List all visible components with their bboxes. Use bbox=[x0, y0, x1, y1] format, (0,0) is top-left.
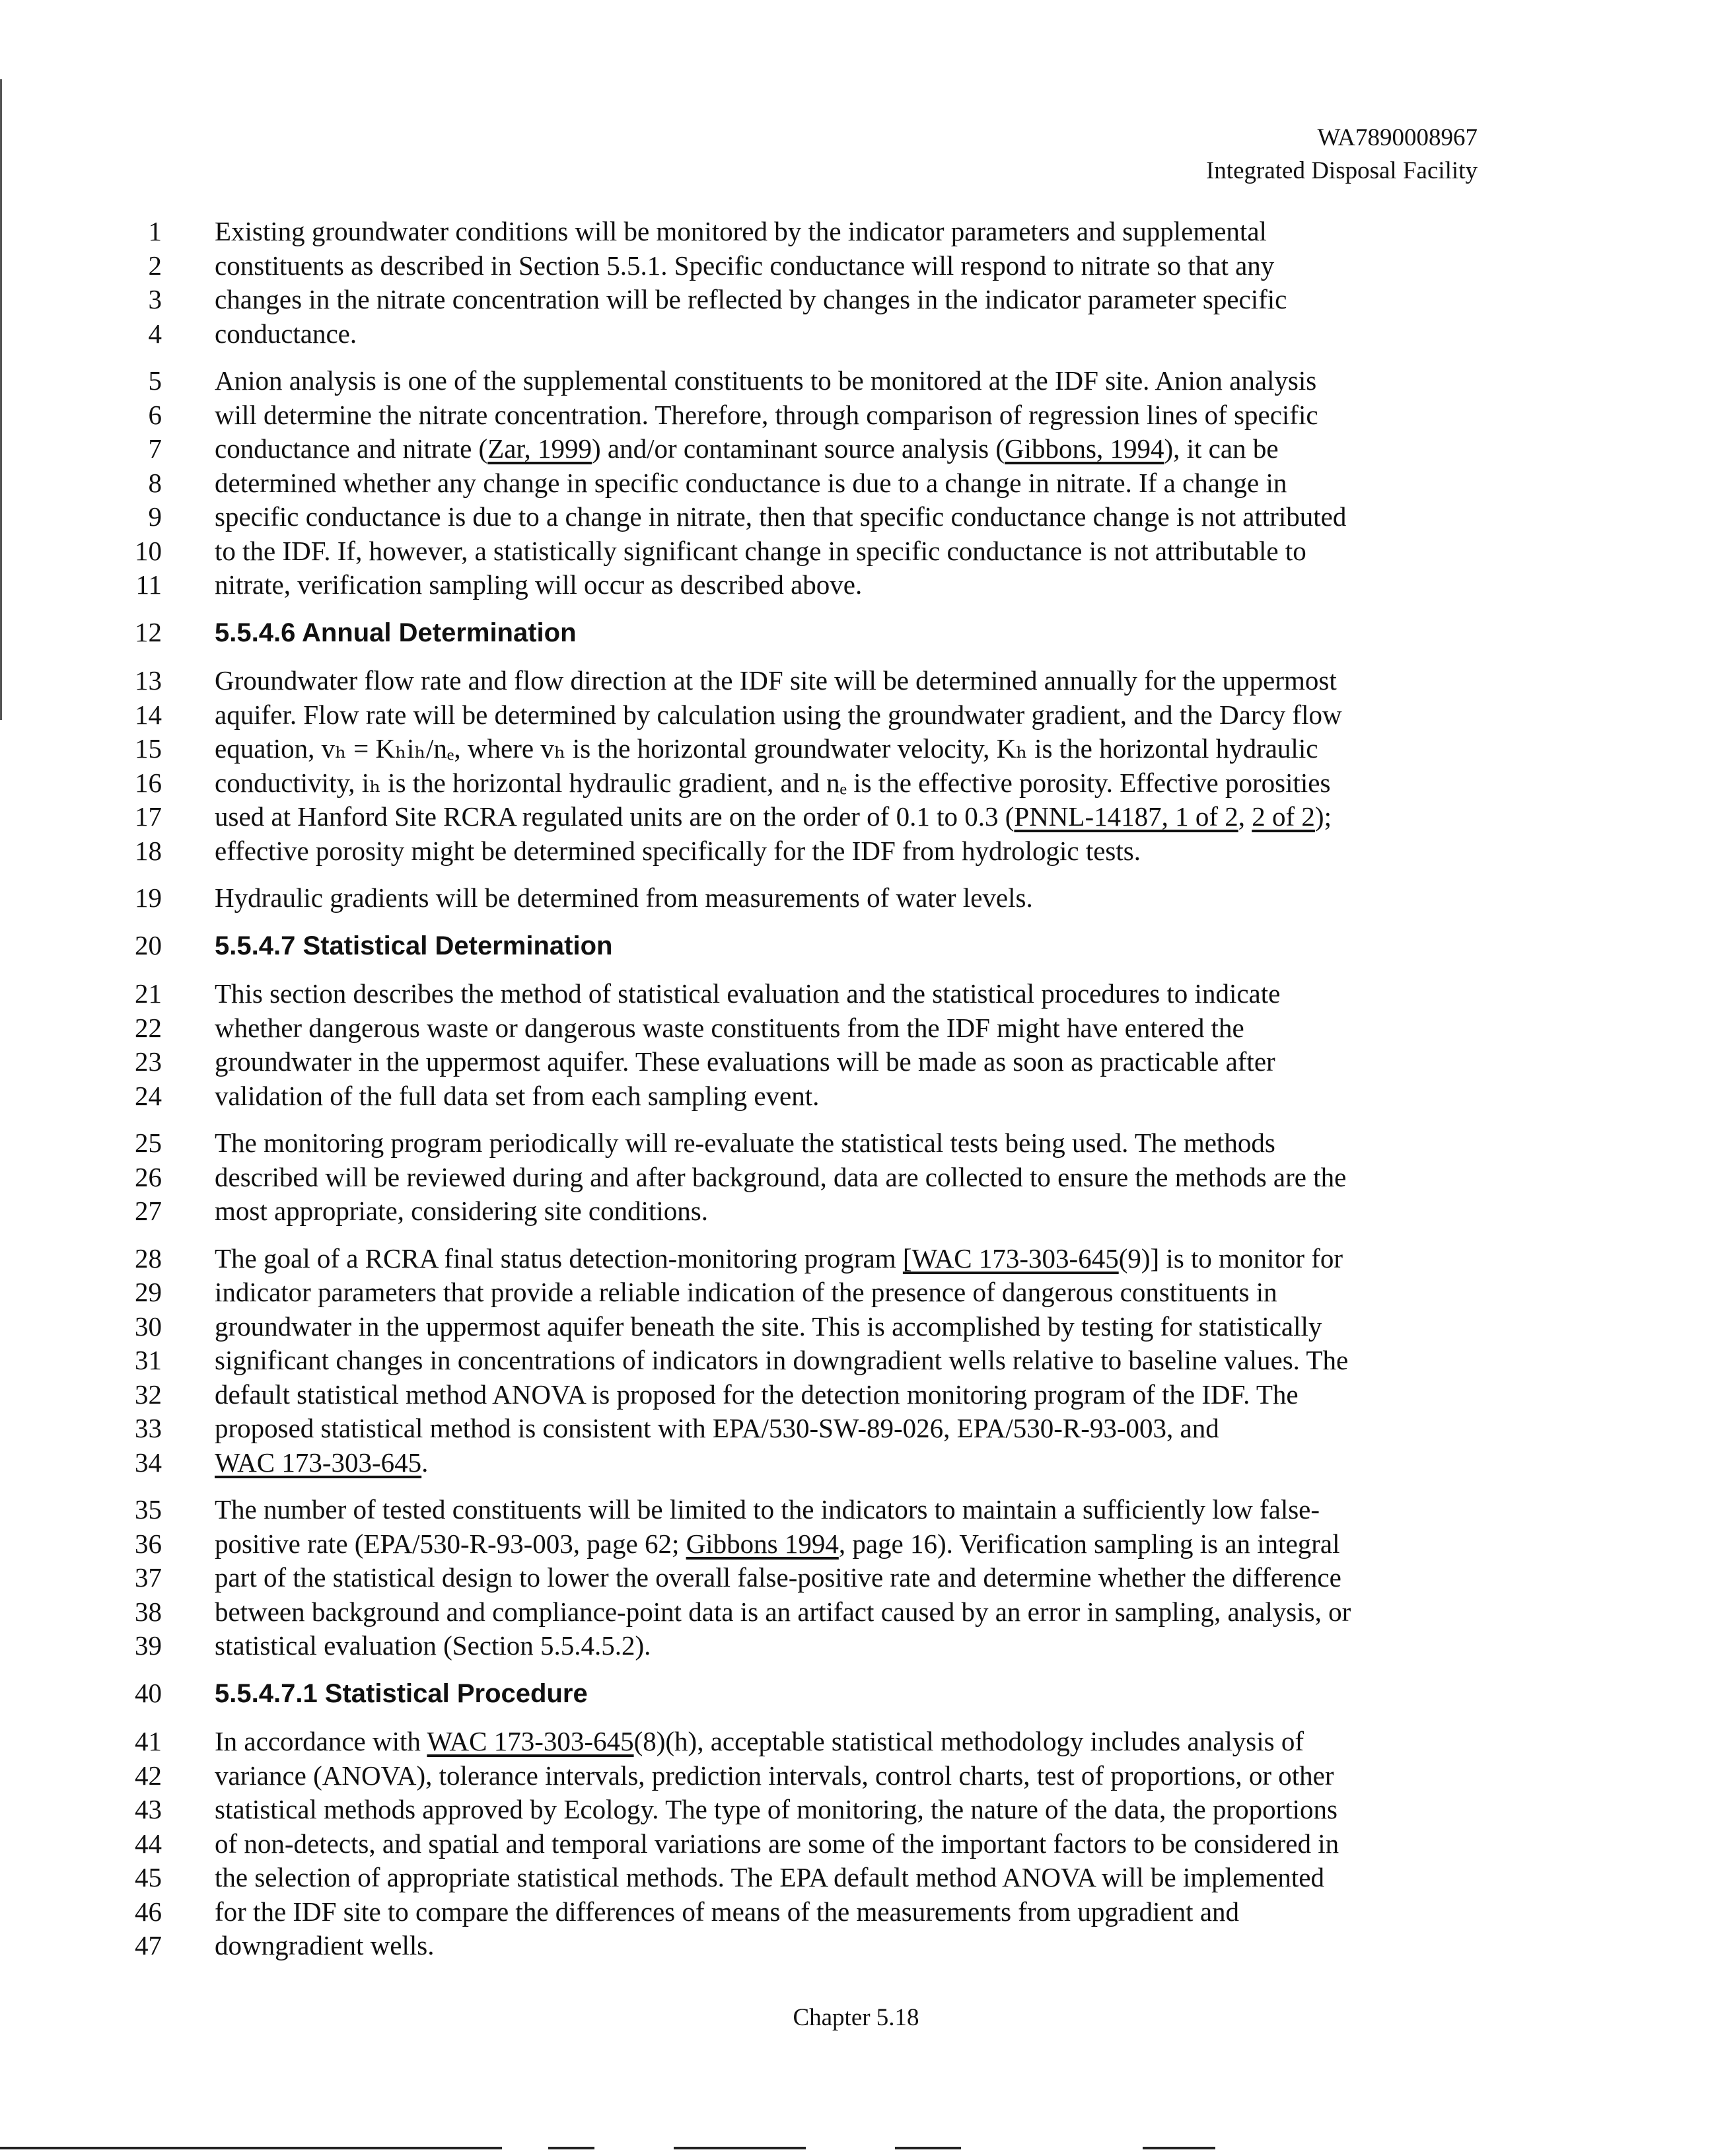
line-number: 32 bbox=[135, 1379, 162, 1410]
text-line bbox=[135, 1276, 1483, 1310]
line-number: 36 bbox=[135, 1528, 162, 1559]
text-segment: Existing groundwater conditions will be monitored by the indicator parameters and supplemental bbox=[215, 216, 1267, 246]
line-number: 35 bbox=[135, 1494, 162, 1525]
line-number: 39 bbox=[135, 1630, 162, 1661]
text-line bbox=[148, 283, 1483, 317]
text-segment: 5.5.4.6 Annual Determination bbox=[215, 618, 577, 647]
line-text bbox=[215, 882, 1033, 913]
line-text bbox=[215, 700, 1342, 730]
text-line bbox=[135, 1194, 1483, 1229]
text-line bbox=[135, 1446, 1483, 1480]
section-heading bbox=[135, 929, 1483, 963]
text-segment: to the IDF. If, however, a statistically significant change in specific conductance is not attributable to bbox=[215, 535, 1306, 566]
text-line bbox=[135, 1378, 1483, 1412]
line-text bbox=[215, 318, 357, 349]
line-text bbox=[215, 801, 1332, 832]
line-number: 24 bbox=[135, 1080, 162, 1111]
facility-name: Integrated Disposal Facility bbox=[1205, 157, 1478, 184]
text-segment: used at Hanford Site RCRA regulated units are on the order of 0.1 to 0.3 ( bbox=[215, 801, 1015, 832]
text-segment: , page 16). Verification sampling is an integral bbox=[838, 1528, 1340, 1559]
line-text bbox=[215, 284, 1287, 314]
scan-bottom-marks bbox=[0, 2147, 1712, 2156]
line-number: 31 bbox=[135, 1345, 162, 1375]
text-line bbox=[135, 1527, 1483, 1562]
line-number: 44 bbox=[135, 1828, 162, 1859]
line-number: 15 bbox=[135, 733, 162, 764]
line-text bbox=[215, 1828, 1339, 1859]
line-text bbox=[215, 1679, 588, 1708]
text-line bbox=[135, 1011, 1483, 1046]
text-segment: nitrate, verification sampling will occur as described above. bbox=[215, 569, 863, 600]
text-segment: of non-detects, and spatial and temporal variations are some of the important factors to be considered in bbox=[215, 1828, 1339, 1859]
line-text bbox=[215, 1896, 1239, 1927]
line-text bbox=[215, 1930, 434, 1960]
line-number: 16 bbox=[135, 767, 162, 798]
text-segment: most appropriate, considering site conditions. bbox=[215, 1196, 708, 1226]
line-text bbox=[215, 501, 1346, 532]
line-text bbox=[215, 1794, 1338, 1824]
reference-link[interactable]: Gibbons, 1994 bbox=[1005, 433, 1164, 464]
reference-link[interactable]: Zar, 1999 bbox=[487, 433, 592, 464]
line-text bbox=[215, 433, 1279, 464]
line-number: 45 bbox=[135, 1862, 162, 1892]
line-text bbox=[215, 978, 1280, 1009]
line-text bbox=[215, 1494, 1320, 1525]
line-text bbox=[215, 768, 1330, 798]
line-number: 8 bbox=[148, 467, 162, 498]
line-text bbox=[215, 1311, 1322, 1342]
text-line bbox=[135, 834, 1483, 869]
text-segment: (9)] is to monitor for bbox=[1118, 1242, 1343, 1274]
reference-link[interactable]: WAC 173-303-645 bbox=[215, 1447, 422, 1478]
page-number: Chapter 5.18 bbox=[793, 2004, 919, 2031]
line-text bbox=[215, 1046, 1275, 1077]
line-number: 34 bbox=[135, 1447, 162, 1478]
line-number: 47 bbox=[135, 1930, 162, 1960]
text-segment: indicator parameters that provide a reliable indication of the presence of dangerous constituents in bbox=[215, 1277, 1277, 1307]
section-heading bbox=[135, 616, 1483, 650]
line-text bbox=[215, 1562, 1341, 1593]
line-text bbox=[215, 1726, 1304, 1756]
line-number: 43 bbox=[135, 1794, 162, 1824]
reference-link[interactable]: [WAC 173-303-645 bbox=[902, 1242, 1119, 1274]
line-number: 1 bbox=[148, 216, 162, 246]
text-line bbox=[148, 432, 1483, 466]
text-line bbox=[148, 398, 1483, 433]
reference-link[interactable]: 2 of 2 bbox=[1252, 801, 1315, 832]
text-line bbox=[148, 317, 1483, 351]
text-segment: This section describes the method of statistical evaluation and the statistical procedures to indicate bbox=[215, 978, 1281, 1009]
text-line bbox=[148, 500, 1483, 534]
reference-link[interactable]: Gibbons 1994 bbox=[686, 1528, 839, 1559]
line-text bbox=[215, 618, 577, 647]
text-segment: will determine the nitrate concentration. Therefore, through comparison of regression lines of specific bbox=[215, 399, 1318, 430]
text-line bbox=[135, 1595, 1483, 1630]
text-line bbox=[135, 800, 1483, 834]
text-segment: positive rate (EPA/530-R-93-003, page 62; bbox=[215, 1528, 686, 1559]
line-number: 23 bbox=[135, 1046, 162, 1077]
line-number: 41 bbox=[135, 1726, 162, 1756]
text-line bbox=[135, 1929, 1483, 1963]
text-segment: conductance and nitrate ( bbox=[215, 433, 488, 464]
line-text bbox=[215, 1013, 1244, 1043]
text-segment: groundwater in the uppermost aquifer. These evaluations will be made as soon as practicable after bbox=[215, 1046, 1275, 1077]
text-segment: statistical evaluation (Section 5.5.4.5.2). bbox=[215, 1630, 651, 1661]
line-number: 19 bbox=[135, 882, 162, 913]
line-number: 20 bbox=[135, 929, 162, 960]
text-segment: , bbox=[1238, 801, 1252, 832]
text-segment: ) and/or contaminant source analysis ( bbox=[591, 433, 1005, 464]
text-line bbox=[135, 1629, 1483, 1663]
text-line bbox=[135, 766, 1483, 801]
line-number: 11 bbox=[135, 569, 162, 600]
line-number: 9 bbox=[148, 501, 162, 532]
text-line bbox=[135, 881, 1483, 916]
text-segment: default statistical method ANOVA is proposed for the detection monitoring program of the IDF. The bbox=[215, 1379, 1299, 1410]
text-line bbox=[135, 732, 1483, 766]
line-text bbox=[215, 1128, 1275, 1158]
text-segment: specific conductance is due to a change in nitrate, then that specific conductance change is not attributed bbox=[215, 501, 1347, 532]
text-segment: proposed statistical method is consistent with EPA/530-SW-89-026, EPA/530-R-93-003, and bbox=[215, 1413, 1219, 1443]
document-body bbox=[135, 215, 1483, 1976]
text-segment: conductivity, iₕ is the horizontal hydraulic gradient, and nₑ is the effective porosity. Effective porosities bbox=[215, 767, 1331, 798]
text-line bbox=[135, 568, 1483, 602]
text-segment: Groundwater flow rate and flow direction at the IDF site will be determined annually for the uppermost bbox=[215, 665, 1337, 696]
text-segment: part of the statistical design to lower the overall false-positive rate and determine whether the difference bbox=[215, 1562, 1341, 1593]
line-text bbox=[215, 1597, 1351, 1627]
text-line bbox=[135, 1412, 1483, 1446]
line-text bbox=[215, 665, 1337, 696]
line-text bbox=[215, 1081, 819, 1111]
line-text bbox=[215, 1413, 1219, 1443]
text-line bbox=[135, 977, 1483, 1011]
line-number: 38 bbox=[135, 1596, 162, 1627]
line-text bbox=[215, 1196, 708, 1226]
text-line bbox=[148, 364, 1483, 398]
text-segment: 5.5.4.7.1 Statistical Procedure bbox=[215, 1678, 588, 1708]
line-number: 26 bbox=[135, 1161, 162, 1192]
text-segment: 5.5.4.7 Statistical Determination bbox=[215, 931, 613, 960]
text-segment: groundwater in the uppermost aquifer beneath the site. This is accomplished by testing for statistically bbox=[215, 1311, 1322, 1342]
line-number: 17 bbox=[135, 801, 162, 832]
line-text bbox=[215, 468, 1287, 498]
text-segment: between background and compliance-point data is an artifact caused by an error in sampling, analysis, or bbox=[215, 1596, 1351, 1627]
line-text bbox=[215, 1243, 1343, 1274]
text-line bbox=[135, 1759, 1483, 1793]
text-segment: ), it can be bbox=[1164, 433, 1279, 464]
text-line bbox=[135, 1045, 1483, 1079]
line-number: 40 bbox=[135, 1677, 162, 1708]
line-number: 14 bbox=[135, 699, 162, 730]
line-number: 28 bbox=[135, 1242, 162, 1274]
line-number: 21 bbox=[135, 978, 162, 1009]
page-header bbox=[1206, 122, 1478, 188]
text-line bbox=[148, 215, 1483, 249]
text-segment: downgradient wells. bbox=[215, 1930, 435, 1960]
line-text bbox=[215, 536, 1306, 566]
text-segment: (8)(h), acceptable statistical methodology includes analysis of bbox=[633, 1726, 1304, 1756]
text-segment: changes in the nitrate concentration will be reflected by changes in the indicator parameter specific bbox=[215, 284, 1287, 314]
text-line bbox=[135, 1861, 1483, 1895]
doc-id: WA7890008967 bbox=[1317, 124, 1478, 151]
text-segment: equation, vₕ = Kₕiₕ/nₑ, where vₕ is the horizontal groundwater velocity, Kₕ is the horizontal hydraulic bbox=[215, 733, 1318, 764]
text-line bbox=[148, 249, 1483, 283]
line-text bbox=[215, 400, 1318, 430]
line-text bbox=[215, 1379, 1299, 1410]
text-segment: the selection of appropriate statistical methods. The EPA default method ANOVA will be implemented bbox=[215, 1862, 1324, 1892]
line-text bbox=[215, 1162, 1346, 1192]
text-segment: variance (ANOVA), tolerance intervals, prediction intervals, control charts, test of proportions, or other bbox=[215, 1760, 1334, 1791]
text-line bbox=[135, 1126, 1483, 1161]
line-text bbox=[215, 836, 1141, 866]
line-number: 2 bbox=[148, 250, 162, 281]
line-text bbox=[215, 1528, 1340, 1559]
line-text bbox=[215, 365, 1316, 396]
line-number: 29 bbox=[135, 1277, 162, 1307]
line-text bbox=[215, 1862, 1324, 1892]
line-number: 3 bbox=[148, 284, 162, 314]
text-line bbox=[135, 1827, 1483, 1861]
scan-edge-line bbox=[0, 79, 2, 720]
line-number: 18 bbox=[135, 835, 162, 866]
text-segment: aquifer. Flow rate will be determined by calculation using the groundwater gradient, and the Darcy flow bbox=[215, 699, 1342, 730]
line-number: 7 bbox=[148, 433, 162, 464]
section-heading bbox=[135, 1676, 1483, 1711]
line-number: 42 bbox=[135, 1760, 162, 1791]
line-number: 46 bbox=[135, 1896, 162, 1927]
line-text bbox=[215, 1345, 1348, 1375]
text-line bbox=[135, 1725, 1483, 1759]
line-number: 6 bbox=[148, 399, 162, 430]
line-number: 12 bbox=[135, 616, 162, 647]
text-segment: The monitoring program periodically will re-evaluate the statistical tests being used. The methods bbox=[215, 1128, 1275, 1158]
line-text bbox=[215, 931, 612, 960]
line-number: 10 bbox=[135, 535, 162, 566]
line-number: 4 bbox=[148, 318, 162, 349]
line-text bbox=[215, 1277, 1277, 1307]
text-segment: validation of the full data set from each sampling event. bbox=[215, 1080, 820, 1111]
text-line bbox=[148, 466, 1483, 501]
reference-link[interactable]: WAC 173-303-645 bbox=[427, 1726, 634, 1756]
text-line bbox=[135, 1242, 1483, 1276]
text-segment: In accordance with bbox=[215, 1726, 427, 1756]
line-number: 13 bbox=[135, 665, 162, 696]
text-segment: ); bbox=[1314, 801, 1332, 832]
text-line bbox=[135, 1561, 1483, 1595]
text-segment: determined whether any change in specific conductance is due to a change in nitrate. If a change in bbox=[215, 467, 1287, 498]
text-segment: statistical methods approved by Ecology. The type of monitoring, the nature of the data, the proportions bbox=[215, 1794, 1338, 1824]
line-number: 25 bbox=[135, 1128, 162, 1158]
text-line bbox=[135, 664, 1483, 698]
line-number: 33 bbox=[135, 1413, 162, 1443]
text-line bbox=[135, 1344, 1483, 1378]
line-text bbox=[215, 250, 1274, 281]
text-line bbox=[135, 1793, 1483, 1827]
text-segment: described will be reviewed during and after background, data are collected to ensure the methods are the bbox=[215, 1161, 1347, 1192]
text-line bbox=[135, 1310, 1483, 1344]
line-number: 22 bbox=[135, 1012, 162, 1043]
line-number: 27 bbox=[135, 1196, 162, 1226]
text-segment: conductance. bbox=[215, 318, 357, 349]
text-segment: The goal of a RCRA final status detection-monitoring program bbox=[215, 1242, 903, 1274]
text-segment: Hydraulic gradients will be determined from measurements of water levels. bbox=[215, 882, 1033, 913]
page-footer bbox=[0, 2003, 1712, 2032]
line-number: 5 bbox=[148, 365, 162, 396]
text-segment: for the IDF site to compare the differences of means of the measurements from upgradient and bbox=[215, 1896, 1240, 1927]
text-segment: . bbox=[421, 1447, 429, 1478]
line-text bbox=[215, 1447, 428, 1478]
line-text bbox=[215, 1760, 1334, 1791]
text-line bbox=[135, 1493, 1483, 1527]
line-text bbox=[215, 216, 1267, 246]
line-text bbox=[215, 1630, 651, 1661]
reference-link[interactable]: PNNL-14187, 1 of 2 bbox=[1014, 801, 1238, 832]
text-line bbox=[135, 698, 1483, 733]
line-number: 30 bbox=[135, 1311, 162, 1342]
text-line bbox=[135, 1161, 1483, 1195]
text-line bbox=[135, 534, 1483, 569]
line-number: 37 bbox=[135, 1562, 162, 1593]
text-segment: The number of tested constituents will be limited to the indicators to maintain a sufficiently low false- bbox=[215, 1494, 1320, 1525]
text-segment: Anion analysis is one of the supplemental constituents to be monitored at the IDF site. Anion analysis bbox=[215, 365, 1317, 396]
line-text bbox=[215, 569, 862, 600]
text-line bbox=[135, 1079, 1483, 1114]
text-segment: whether dangerous waste or dangerous waste constituents from the IDF might have entered the bbox=[215, 1012, 1244, 1043]
text-line bbox=[135, 1895, 1483, 1929]
line-text bbox=[215, 733, 1318, 764]
text-segment: constituents as described in Section 5.5.1. Specific conductance will respond to nitrate so that any bbox=[215, 250, 1275, 281]
text-segment: significant changes in concentrations of indicators in downgradient wells relative to baseline values. The bbox=[215, 1345, 1349, 1375]
text-segment: effective porosity might be determined specifically for the IDF from hydrologic tests. bbox=[215, 835, 1141, 866]
